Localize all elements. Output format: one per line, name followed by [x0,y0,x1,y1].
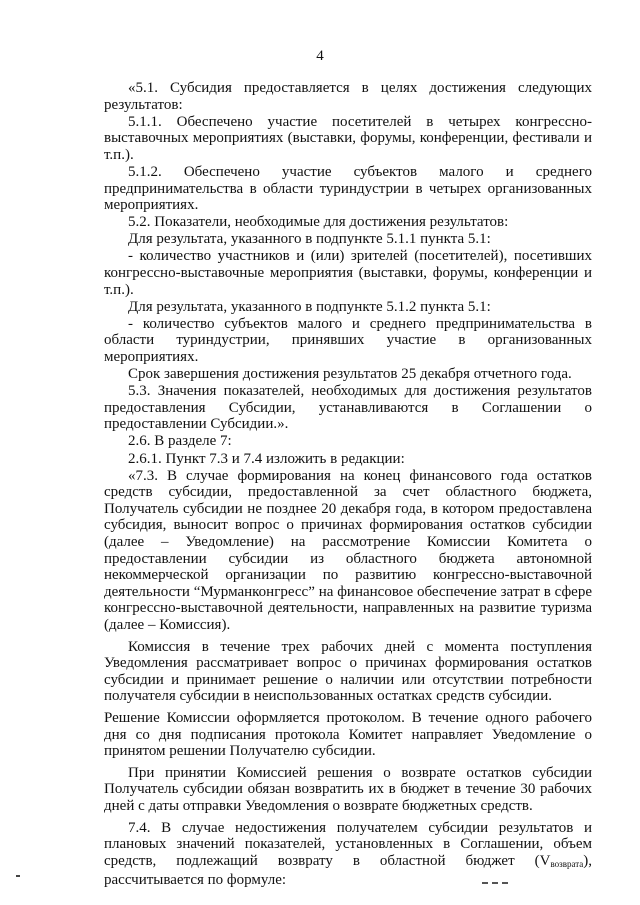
paragraph: 5.2. Показатели, необходимые для достижения результатов: [128,214,509,231]
paragraph: «7.3. В случае формирования на конец финансового года остатков средств субсидии, предоставленной за счет областного бюджета, Получатель субсидии не позднее 20 декабря года, в котором предоставлена субсидия, выносит вопрос о причинах формирования остатков субсидии (далее – Уведомление) на рассмотрение Комиссии Комитета о предоставлении субсидии из областного бюджета автономной некоммерческой организации по развитию конгрессно-выставочной деятельности “Мурманконгресс” на финансовое обеспечение затрат в сфере конгрессно-выставочной деятельности, направленных на развитие туризма (далее – Комиссия). [104,467,592,633]
paragraph: - количество участников и (или) зрителей (посетителей), посетивших конгрессно-выставочные мероприятия (выставки, форумы, конференции и т.п.). [104,248,592,298]
paragraph: «5.1. Субсидия предоставляется в целях достижения следующих результатов: [104,80,592,113]
document-body [104,80,592,889]
paragraph: Для результата, указанного в подпункте 5.1.2 пункта 5.1: [128,298,491,315]
paragraph: Комиссия в течение трех рабочих дней с момента поступления Уведомления рассматривает вопрос о причинах формирования остатков субсидии и принимает решение о наличии или отсутствии потребности получателя субсидии в неиспользованных остатках средств субсидии. [104,638,592,705]
paragraph: 2.6.1. Пункт 7.3 и 7.4 изложить в редакции: [128,450,405,467]
paragraph: 5.1.2. Обеспечено участие субъектов малого и среднего предпринимательства в области туриндустрии в четырех организованных мероприятиях. [104,163,592,214]
paragraph: Срок завершения достижения результатов 25 декабря отчетного года. [128,366,572,383]
paragraph: 2.6. В разделе 7: [128,433,232,450]
paragraph: 5.1.1. Обеспечено участие посетителей в четырех конгрессно-выставочных мероприятиях (выставки, форумы, конференции, фестивали и т.п.). [104,113,592,163]
paragraph: 5.3. Значения показателей, необходимых для достижения результатов предоставления Субсидии, устанавливаются в Соглашении о предоставлении Субсидии.». [104,383,592,433]
paragraph: При принятии Комиссией решения о возврате остатков субсидии Получатель субсидии обязан возвратить их в бюджет в течение 30 рабочих дней с даты отправки Уведомления о возврате бюджетных средств. [104,764,592,814]
subscript-text: возврата [550,858,584,869]
paragraph-text: 7.4. В случае недостижения получателем субсидии результатов и плановых значений показателей, установленных в Соглашении, объем средств, подлежащий возврату в областной бюджет (V [104,819,592,869]
paragraph: Решение Комиссии оформляется протоколом. В течение одного рабочего дня со дня подписания протокола Комитет направляет Уведомление о принятом решении Получателю субсидии. [104,709,592,760]
page-number: 4 [316,48,324,64]
paragraph: - количество субъектов малого и среднего предпринимательства в области туриндустрии, принявших участие в организованных мероприятиях. [104,315,592,365]
paragraph [104,820,592,889]
scan-mark [16,875,20,877]
scan-mark [482,882,508,886]
paragraph-text-tail: ), рассчитывается по формуле: [104,852,592,889]
paragraph: Для результата, указанного в подпункте 5.1.1 пункта 5.1: [128,231,491,248]
